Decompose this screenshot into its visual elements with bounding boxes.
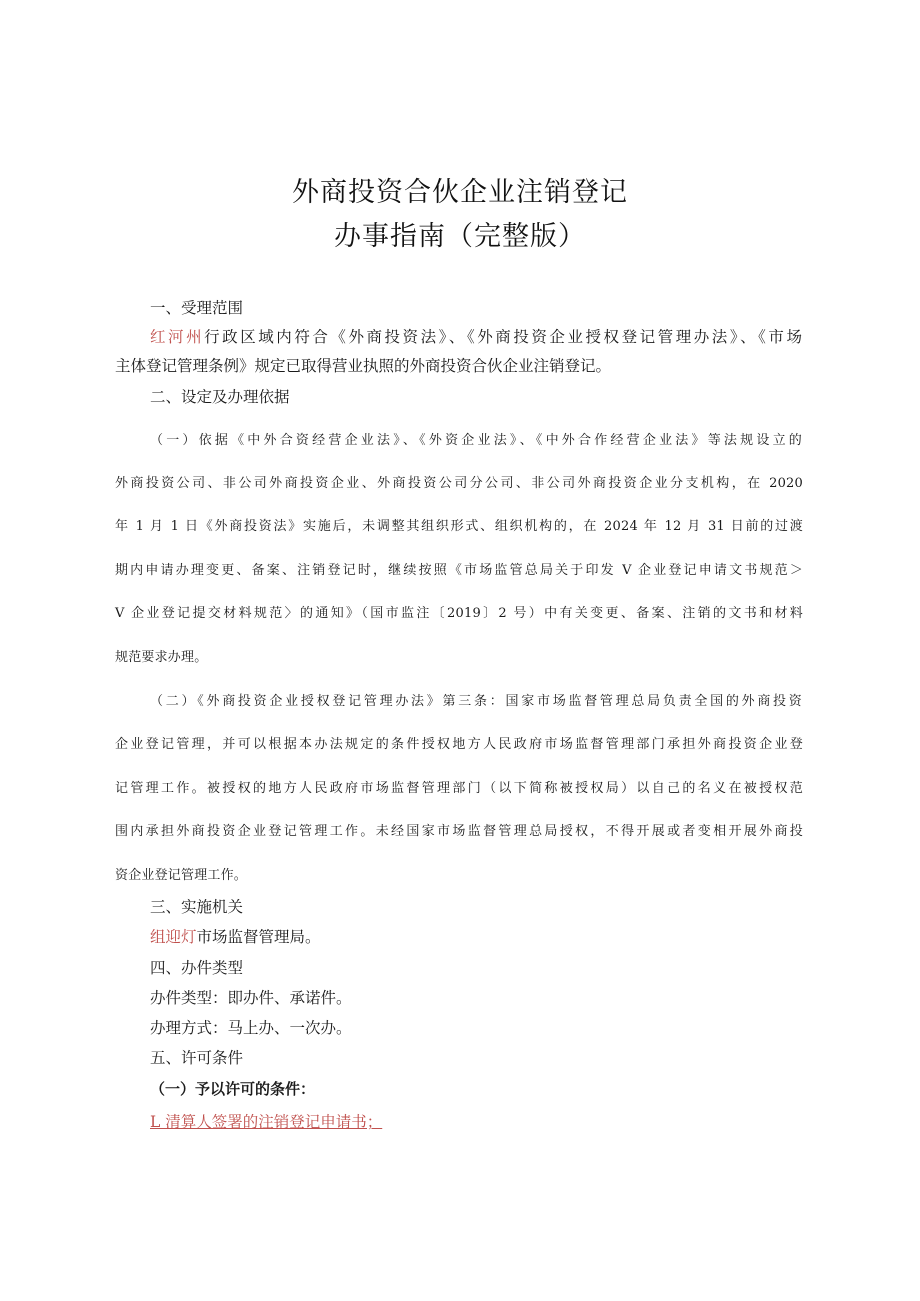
section-2-para-1-line-2: 外商投资公司、非公司外商投资企业、外商投资公司分公司、非公司外商投资企业分支机构，在 2020	[115, 476, 803, 491]
section-2-para-2-line-1: （二）《外商投资企业授权登记管理办法》第三条：国家市场监督管理总局负责全国的外商投资	[150, 694, 802, 709]
section-2-para-1-line-3: 年 1 月 1 日《外商投资法》实施后，未调整其组织形式、组织机构的，在 2024 年 12 月 31 日前的过渡	[115, 519, 803, 534]
section-2-heading: 二、设定及办理依据	[150, 388, 290, 406]
section-3-text: 市场监督管理局。	[196, 928, 321, 946]
section-2-para-1-line-5: V 企业登记提交材料规范〉的通知》（国市监注〔2019〕2 号）中有关变更、备案、注销的文书和材料	[115, 606, 803, 621]
section-2-para-2-line-3: 记管理工作。被授权的地方人民政府市场监督管理部门（以下简称被授权局）以自己的名义在被授权范	[115, 781, 803, 796]
section-5-sub-heading: （一）予以许可的条件：	[150, 1080, 316, 1098]
section-2-para-1-line-4: 期内申请办理变更、备案、注销登记时，继续按照《市场监管总局关于印发 V 企业登记申请文书规范＞	[115, 563, 803, 578]
section-1-line-2: 主体登记管理条例》规定已取得营业执照的外商投资合伙企业注销登记。	[115, 357, 612, 375]
section-3-line	[150, 925, 321, 947]
section-5-item-1: L 清算人签署的注销登记申请书；	[150, 1113, 383, 1131]
section-2-para-2-line-4: 围内承担外商投资企业登记管理工作。未经国家市场监督管理总局授权，不得开展或者变相开展外商投	[115, 824, 803, 839]
section-1-line-1-text: 行政区域内符合《外商投资法》、《外商投资企业授权登记管理办法》、《市场	[204, 328, 802, 346]
authority-highlight: 组迎灯	[150, 928, 197, 946]
section-2-para-1-line-1: （一）依据《中外合资经营企业法》、《外资企业法》、《中外合作经营企业法》等法规设立的	[150, 433, 802, 448]
section-3-heading: 三、实施机关	[150, 898, 244, 916]
section-2-para-2-line-5: 资企业登记管理工作。	[115, 868, 248, 883]
section-4-method: 办理方式：马上办、一次办。	[150, 1019, 352, 1037]
document-title-line-1: 外商投资合伙企业注销登记	[292, 177, 628, 208]
section-4-heading: 四、办件类型	[150, 959, 244, 977]
section-1-line-1	[150, 325, 802, 347]
section-4-type: 办件类型：即办件、承诺件。	[150, 989, 352, 1007]
section-2-para-1-line-6: 规范要求办理。	[115, 650, 208, 665]
document-title-line-2: 办事指南（完整版）	[334, 221, 586, 252]
region-highlight: 红河州	[150, 328, 205, 346]
section-2-para-2-line-2: 企业登记管理，并可以根据本办法规定的条件授权地方人民政府市场监督管理部门承担外商投资企业登	[115, 737, 803, 752]
section-1-heading: 一、受理范围	[150, 299, 244, 317]
section-5-heading: 五、许可条件	[150, 1049, 244, 1067]
